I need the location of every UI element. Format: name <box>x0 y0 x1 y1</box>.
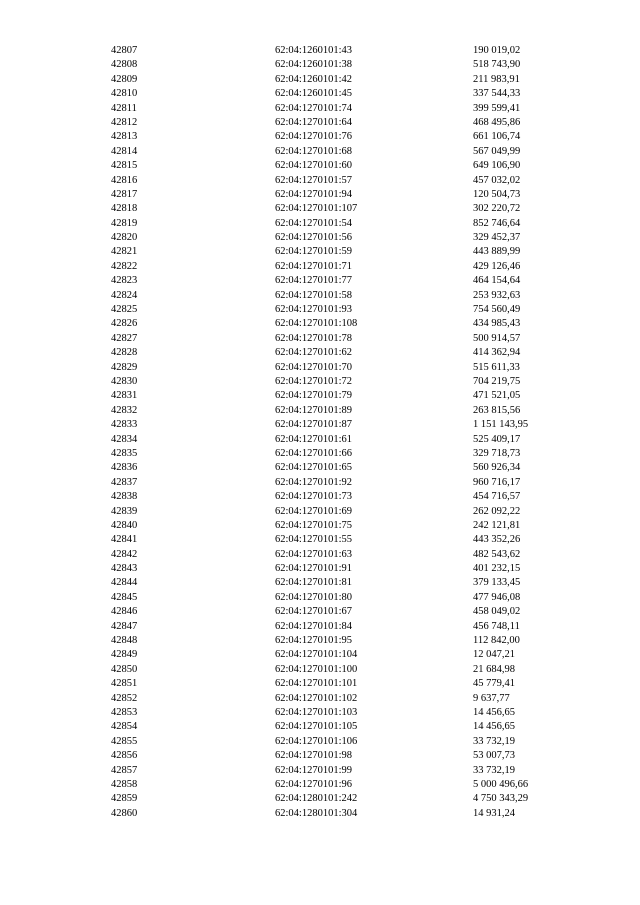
cadastral-number: 62:04:1270101:77 <box>275 275 353 287</box>
row-number: 42855 <box>111 735 138 747</box>
table-row <box>0 576 640 590</box>
cadastral-value: 302 220,72 <box>473 203 521 215</box>
table-row <box>0 692 640 706</box>
cadastral-number: 62:04:1270101:72 <box>275 375 353 387</box>
cadastral-number: 62:04:1270101:107 <box>275 203 358 215</box>
table-row <box>0 461 640 475</box>
row-number: 42838 <box>111 491 138 503</box>
table-row <box>0 260 640 274</box>
cadastral-number: 62:04:1270101:54 <box>275 217 353 229</box>
cadastral-number: 62:04:1270101:69 <box>275 505 353 517</box>
row-number: 42809 <box>111 73 138 85</box>
table-row <box>0 778 640 792</box>
cadastral-value: 457 032,02 <box>473 174 521 186</box>
table-row <box>0 620 640 634</box>
row-number: 42834 <box>111 433 138 445</box>
row-number: 42848 <box>111 635 138 647</box>
cadastral-number: 62:04:1270101:63 <box>275 548 353 560</box>
cadastral-number: 62:04:1270101:62 <box>275 347 353 359</box>
cadastral-value: 379 133,45 <box>473 577 521 589</box>
row-number: 42842 <box>111 548 138 560</box>
cadastral-value: 477 946,08 <box>473 591 521 603</box>
cadastral-value: 443 889,99 <box>473 246 521 258</box>
cadastral-value: 45 779,41 <box>473 678 515 690</box>
cadastral-number: 62:04:1270101:68 <box>275 145 353 157</box>
cadastral-value: 482 543,62 <box>473 548 521 560</box>
row-number: 42849 <box>111 649 138 661</box>
cadastral-value: 329 452,37 <box>473 232 521 244</box>
cadastral-value: 112 842,00 <box>473 635 520 647</box>
table-row <box>0 174 640 188</box>
cadastral-value-table <box>0 44 640 821</box>
table-row <box>0 332 640 346</box>
cadastral-number: 62:04:1260101:43 <box>275 45 353 56</box>
row-number: 42820 <box>111 232 138 244</box>
table-row <box>0 375 640 389</box>
table-row <box>0 663 640 677</box>
row-number: 42814 <box>111 145 138 157</box>
row-number: 42854 <box>111 721 138 733</box>
cadastral-value: 960 716,17 <box>473 476 521 488</box>
cadastral-number: 62:04:1270101:96 <box>275 778 353 790</box>
table-row <box>0 634 640 648</box>
cadastral-number: 62:04:1270101:95 <box>275 635 353 647</box>
cadastral-value: 399 599,41 <box>473 102 521 114</box>
cadastral-number: 62:04:1270101:78 <box>275 332 353 344</box>
cadastral-number: 62:04:1270101:58 <box>275 289 353 301</box>
table-row <box>0 87 640 101</box>
cadastral-number: 62:04:1270101:93 <box>275 304 353 316</box>
cadastral-number: 62:04:1270101:65 <box>275 462 353 474</box>
row-number: 42833 <box>111 419 138 431</box>
cadastral-number: 62:04:1270101:60 <box>275 160 353 172</box>
cadastral-number: 62:04:1270101:91 <box>275 563 353 575</box>
cadastral-number: 62:04:1270101:64 <box>275 116 353 128</box>
row-number: 42839 <box>111 505 138 517</box>
row-number: 42810 <box>111 88 138 100</box>
cadastral-value: 649 106,90 <box>473 160 521 172</box>
table-row <box>0 289 640 303</box>
row-number: 42822 <box>111 260 138 272</box>
table-row <box>0 792 640 806</box>
cadastral-number: 62:04:1270101:67 <box>275 606 353 618</box>
row-number: 42845 <box>111 591 138 603</box>
cadastral-number: 62:04:1270101:66 <box>275 447 353 459</box>
table-row <box>0 735 640 749</box>
table-row <box>0 231 640 245</box>
cadastral-number: 62:04:1270101:104 <box>275 649 358 661</box>
cadastral-number: 62:04:1270101:94 <box>275 188 353 200</box>
cadastral-value: 852 746,64 <box>473 217 521 229</box>
table-row <box>0 605 640 619</box>
table-row <box>0 102 640 116</box>
row-number: 42828 <box>111 347 138 359</box>
cadastral-value: 454 716,57 <box>473 491 521 503</box>
cadastral-value: 120 504,73 <box>473 188 521 200</box>
cadastral-number: 62:04:1270101:100 <box>275 663 358 675</box>
cadastral-number: 62:04:1270101:74 <box>275 102 353 114</box>
cadastral-value: 401 232,15 <box>473 563 521 575</box>
cadastral-value: 525 409,17 <box>473 433 521 445</box>
cadastral-number: 62:04:1270101:101 <box>275 678 358 690</box>
row-number: 42850 <box>111 663 138 675</box>
cadastral-value: 14 456,65 <box>473 706 515 718</box>
cadastral-value: 5 000 496,66 <box>473 778 529 790</box>
table-row <box>0 505 640 519</box>
cadastral-value: 754 560,49 <box>473 304 521 316</box>
cadastral-value: 518 743,90 <box>473 59 521 71</box>
row-number: 42836 <box>111 462 138 474</box>
cadastral-value: 190 019,02 <box>473 45 521 56</box>
row-number: 42813 <box>111 131 138 143</box>
row-number: 42808 <box>111 59 138 71</box>
cadastral-value: 458 049,02 <box>473 606 521 618</box>
table-row <box>0 749 640 763</box>
row-number: 42830 <box>111 375 138 387</box>
table-row <box>0 202 640 216</box>
row-number: 42858 <box>111 778 138 790</box>
cadastral-number: 62:04:1270101:84 <box>275 620 353 632</box>
cadastral-value: 4 750 343,29 <box>473 793 529 805</box>
row-number: 42837 <box>111 476 138 488</box>
row-number: 42811 <box>111 102 137 114</box>
cadastral-value: 14 456,65 <box>473 721 515 733</box>
cadastral-value: 560 926,34 <box>473 462 521 474</box>
cadastral-value: 429 126,46 <box>473 260 521 272</box>
table-row <box>0 44 640 58</box>
table-row <box>0 317 640 331</box>
row-number: 42835 <box>111 447 138 459</box>
row-number: 42823 <box>111 275 138 287</box>
table-row <box>0 274 640 288</box>
cadastral-value: 515 611,33 <box>473 361 520 373</box>
cadastral-number: 62:04:1270101:87 <box>275 419 353 431</box>
cadastral-value: 21 684,98 <box>473 663 515 675</box>
cadastral-value: 704 219,75 <box>473 375 521 387</box>
cadastral-value: 661 106,74 <box>473 131 521 143</box>
cadastral-value: 242 121,81 <box>473 519 521 531</box>
table-row <box>0 188 640 202</box>
cadastral-value: 14 931,24 <box>473 807 515 819</box>
table-row <box>0 548 640 562</box>
cadastral-value: 567 049,99 <box>473 145 521 157</box>
row-number: 42812 <box>111 116 138 128</box>
row-number: 42859 <box>111 793 138 805</box>
cadastral-value: 9 637,77 <box>473 692 510 704</box>
row-number: 42853 <box>111 706 138 718</box>
row-number: 42846 <box>111 606 138 618</box>
row-number: 42824 <box>111 289 138 301</box>
cadastral-value: 434 985,43 <box>473 318 521 330</box>
cadastral-number: 62:04:1270101:59 <box>275 246 353 258</box>
table-row <box>0 447 640 461</box>
cadastral-number: 62:04:1270101:76 <box>275 131 353 143</box>
table-row <box>0 764 640 778</box>
row-number: 42840 <box>111 519 138 531</box>
table-row <box>0 418 640 432</box>
table-row <box>0 476 640 490</box>
table-row <box>0 404 640 418</box>
row-number: 42852 <box>111 692 138 704</box>
cadastral-value: 33 732,19 <box>473 764 515 776</box>
table-row <box>0 677 640 691</box>
row-number: 42843 <box>111 563 138 575</box>
table-row <box>0 73 640 87</box>
cadastral-number: 62:04:1270101:92 <box>275 476 353 488</box>
cadastral-value: 253 932,63 <box>473 289 521 301</box>
cadastral-number: 62:04:1260101:42 <box>275 73 353 85</box>
row-number: 42851 <box>111 678 138 690</box>
cadastral-value: 414 362,94 <box>473 347 521 359</box>
row-number: 42817 <box>111 188 138 200</box>
cadastral-value: 263 815,56 <box>473 404 521 416</box>
cadastral-number: 62:04:1270101:57 <box>275 174 353 186</box>
cadastral-value: 468 495,86 <box>473 116 521 128</box>
row-number: 42807 <box>111 45 138 56</box>
row-number: 42856 <box>111 750 138 762</box>
cadastral-value: 464 154,64 <box>473 275 521 287</box>
cadastral-value: 262 092,22 <box>473 505 521 517</box>
table-row <box>0 648 640 662</box>
cadastral-value: 53 007,73 <box>473 750 515 762</box>
row-number: 42825 <box>111 304 138 316</box>
row-number: 42818 <box>111 203 138 215</box>
row-number: 42860 <box>111 807 138 819</box>
cadastral-number: 62:04:1270101:105 <box>275 721 358 733</box>
row-number: 42821 <box>111 246 138 258</box>
row-number: 42827 <box>111 332 138 344</box>
cadastral-number: 62:04:1270101:89 <box>275 404 353 416</box>
table-row <box>0 533 640 547</box>
row-number: 42857 <box>111 764 138 776</box>
cadastral-value: 1 151 143,95 <box>473 419 529 431</box>
cadastral-value: 329 718,73 <box>473 447 521 459</box>
row-number: 42832 <box>111 404 138 416</box>
table-row <box>0 245 640 259</box>
cadastral-value: 12 047,21 <box>473 649 515 661</box>
cadastral-number: 62:04:1270101:79 <box>275 390 353 402</box>
cadastral-number: 62:04:1270101:56 <box>275 232 353 244</box>
table-row <box>0 159 640 173</box>
cadastral-number: 62:04:1270101:73 <box>275 491 353 503</box>
cadastral-number: 62:04:1270101:106 <box>275 735 358 747</box>
cadastral-value: 471 521,05 <box>473 390 521 402</box>
row-number: 42844 <box>111 577 138 589</box>
table-row <box>0 490 640 504</box>
table-row <box>0 58 640 72</box>
table-row <box>0 591 640 605</box>
cadastral-number: 62:04:1270101:70 <box>275 361 353 373</box>
cadastral-number: 62:04:1270101:99 <box>275 764 353 776</box>
cadastral-value: 443 352,26 <box>473 534 521 546</box>
cadastral-number: 62:04:1280101:242 <box>275 793 358 805</box>
row-number: 42847 <box>111 620 138 632</box>
table-row <box>0 706 640 720</box>
cadastral-number: 62:04:1270101:102 <box>275 692 358 704</box>
cadastral-value: 33 732,19 <box>473 735 515 747</box>
table-row <box>0 217 640 231</box>
cadastral-number: 62:04:1260101:38 <box>275 59 353 71</box>
cadastral-number: 62:04:1270101:80 <box>275 591 353 603</box>
table-row <box>0 562 640 576</box>
row-number: 42816 <box>111 174 138 186</box>
row-number: 42819 <box>111 217 138 229</box>
table-row <box>0 303 640 317</box>
cadastral-number: 62:04:1270101:81 <box>275 577 353 589</box>
table-row <box>0 519 640 533</box>
table-row <box>0 361 640 375</box>
table-row <box>0 720 640 734</box>
row-number: 42826 <box>111 318 138 330</box>
cadastral-number: 62:04:1260101:45 <box>275 88 353 100</box>
cadastral-value: 337 544,33 <box>473 88 521 100</box>
cadastral-number: 62:04:1270101:61 <box>275 433 353 445</box>
row-number: 42829 <box>111 361 138 373</box>
table-row <box>0 807 640 821</box>
table-row <box>0 433 640 447</box>
cadastral-number: 62:04:1280101:304 <box>275 807 358 819</box>
cadastral-number: 62:04:1270101:55 <box>275 534 353 546</box>
cadastral-number: 62:04:1270101:108 <box>275 318 358 330</box>
row-number: 42841 <box>111 534 138 546</box>
cadastral-value: 500 914,57 <box>473 332 521 344</box>
table-row <box>0 346 640 360</box>
row-number: 42815 <box>111 160 138 172</box>
table-row <box>0 389 640 403</box>
cadastral-value: 456 748,11 <box>473 620 520 632</box>
table-row <box>0 116 640 130</box>
cadastral-number: 62:04:1270101:71 <box>275 260 353 272</box>
row-number: 42831 <box>111 390 138 402</box>
cadastral-number: 62:04:1270101:98 <box>275 750 353 762</box>
cadastral-number: 62:04:1270101:103 <box>275 706 358 718</box>
cadastral-number: 62:04:1270101:75 <box>275 519 353 531</box>
table-row <box>0 130 640 144</box>
cadastral-value: 211 983,91 <box>473 73 520 85</box>
table-row <box>0 145 640 159</box>
